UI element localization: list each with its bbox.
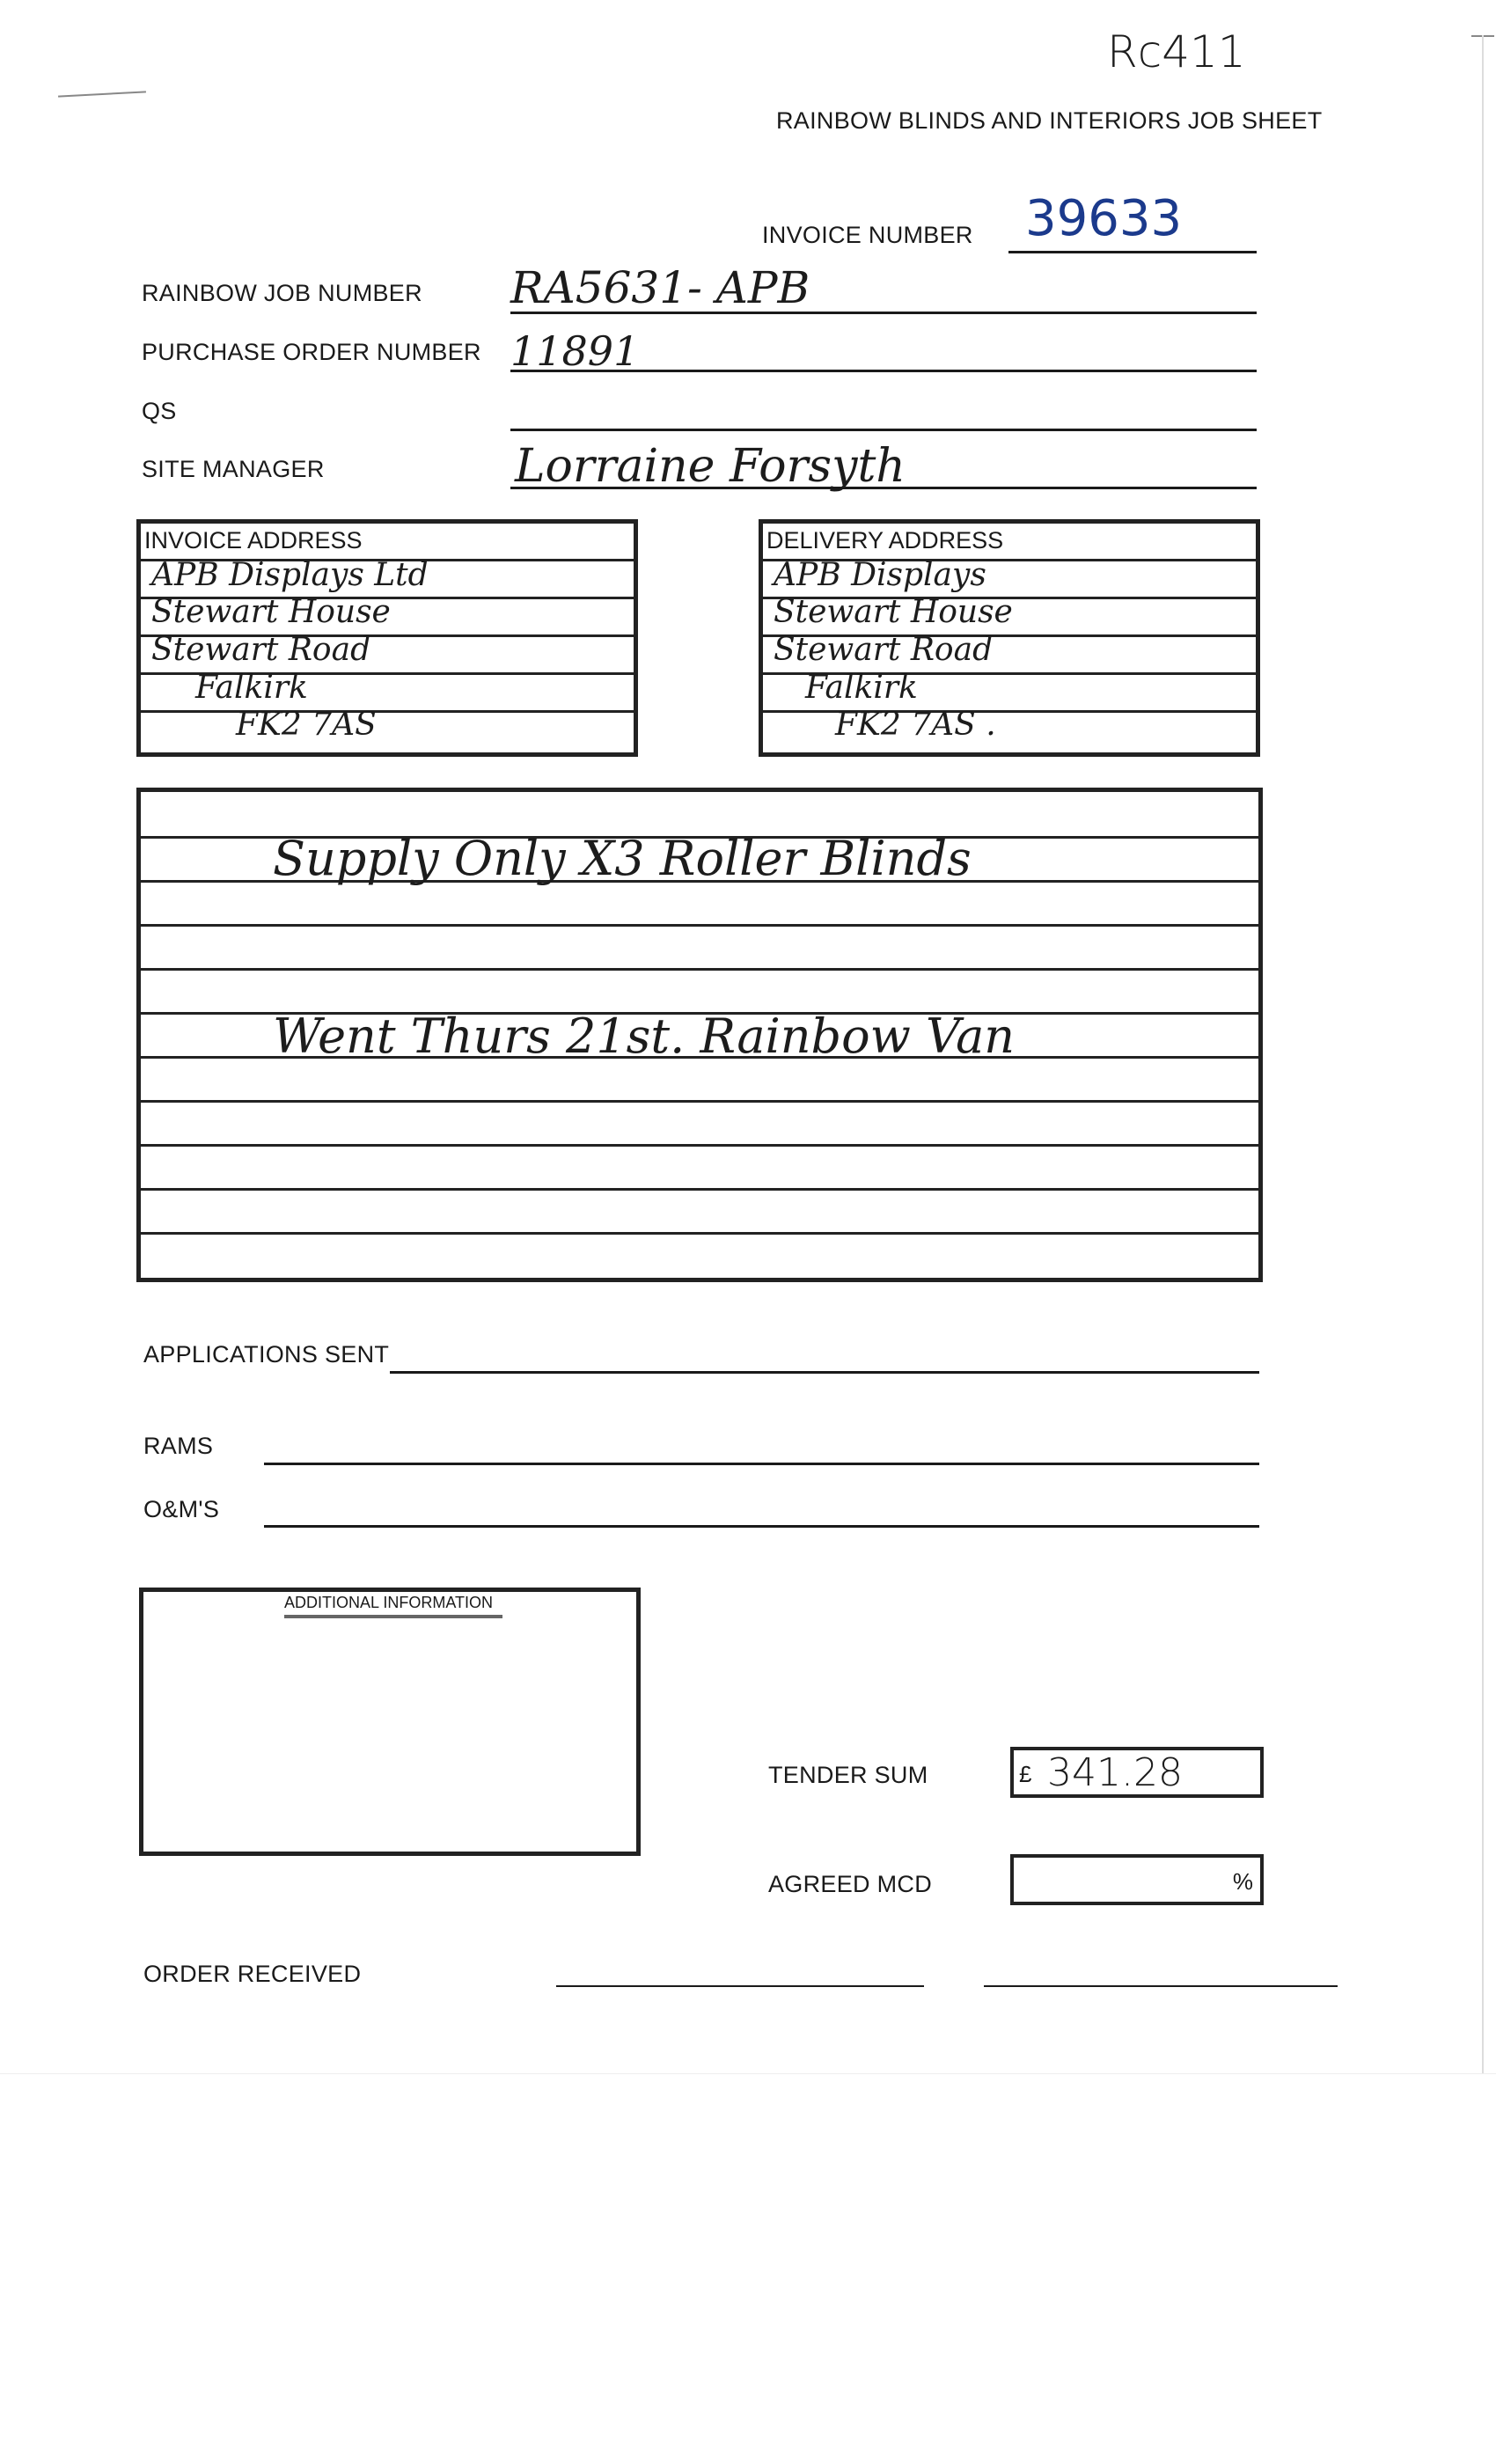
qs-line xyxy=(510,429,1257,431)
om-label: O&M'S xyxy=(143,1496,220,1522)
percent-symbol: % xyxy=(1232,1868,1253,1895)
additional-information-heading: ADDITIONAL INFORMATION xyxy=(284,1594,494,1611)
om-line xyxy=(264,1525,1259,1528)
job-number-value: RA5631- APB xyxy=(510,262,810,313)
additional-information-box xyxy=(139,1588,641,1856)
scan-edge xyxy=(1482,35,1484,2073)
invoice-number-line xyxy=(1008,251,1257,253)
additional-information-underline xyxy=(284,1615,502,1618)
delivery-address-line: Stewart House xyxy=(774,594,1013,630)
job-number-line xyxy=(510,312,1257,314)
ref-code: Rc411 xyxy=(1107,26,1246,77)
delivery-address-box xyxy=(759,519,1260,757)
po-number-value: 11891 xyxy=(510,327,640,375)
page-title: RAINBOW BLINDS AND INTERIORS JOB SHEET xyxy=(776,107,1323,134)
delivery-address-heading: DELIVERY ADDRESS xyxy=(766,527,1004,554)
scan-edge xyxy=(0,2073,1496,2074)
po-number-label: PURCHASE ORDER NUMBER xyxy=(142,339,481,365)
applications-sent-label: APPLICATIONS SENT xyxy=(143,1341,390,1368)
agreed-mcd-box xyxy=(1010,1854,1264,1905)
rams-label: RAMS xyxy=(143,1433,214,1459)
order-received-line-2 xyxy=(984,1985,1338,1987)
tender-sum-box xyxy=(1010,1747,1264,1798)
job-number-label: RAINBOW JOB NUMBER xyxy=(142,280,422,306)
po-number-line xyxy=(510,370,1257,372)
agreed-mcd-label: AGREED MCD xyxy=(768,1871,933,1897)
tender-sum-value: 341.28 xyxy=(1047,1750,1183,1795)
invoice-address-box xyxy=(136,519,638,757)
site-manager-label: SITE MANAGER xyxy=(142,456,325,482)
job-notes-line: Supply Only X3 Roller Blinds xyxy=(273,831,972,886)
job-notes-line: Went Thurs 21st. Rainbow Van xyxy=(273,1008,1016,1064)
qs-label: QS xyxy=(142,398,177,424)
currency-symbol: £ xyxy=(1019,1761,1032,1787)
job-notes-box xyxy=(136,788,1263,1282)
tender-sum-label: TENDER SUM xyxy=(768,1762,928,1788)
scan-mark xyxy=(58,91,146,97)
invoice-address-line: Stewart House xyxy=(151,594,391,630)
delivery-address-line: APB Displays xyxy=(774,557,986,593)
delivery-address-line: Falkirk xyxy=(805,670,918,706)
order-received-line-1 xyxy=(556,1985,924,1987)
invoice-address-line: APB Displays Ltd xyxy=(151,557,429,593)
invoice-number-label: INVOICE NUMBER xyxy=(762,222,973,248)
invoice-number-value: 39633 xyxy=(1025,190,1183,247)
delivery-address-line: Stewart Road xyxy=(774,632,994,668)
applications-sent-line xyxy=(390,1371,1259,1374)
order-received-label: ORDER RECEIVED xyxy=(143,1961,362,1987)
invoice-address-line: FK2 7AS xyxy=(236,707,377,743)
site-manager-line xyxy=(510,487,1257,489)
rams-line xyxy=(264,1463,1259,1465)
invoice-address-heading: INVOICE ADDRESS xyxy=(144,527,363,554)
delivery-address-line: FK2 7AS . xyxy=(835,707,996,743)
site-manager-value: Lorraine Forsyth xyxy=(515,440,906,493)
invoice-address-line: Stewart Road xyxy=(151,632,371,668)
invoice-address-line: Falkirk xyxy=(195,670,308,706)
